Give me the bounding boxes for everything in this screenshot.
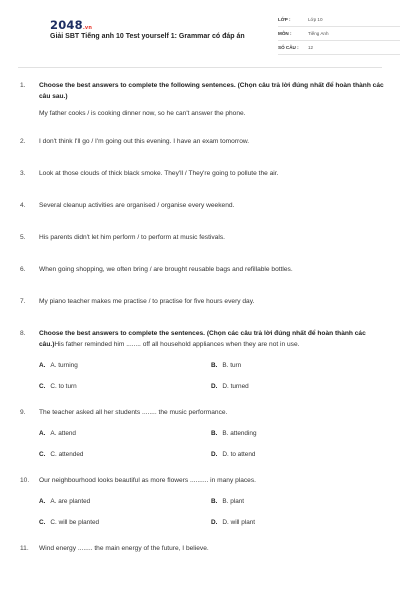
meta-box: [278, 13, 400, 55]
question-sentence: Look at those clouds of thick black smoke. They'll / They're going to pollute the air.: [39, 170, 279, 177]
question-number: 3.: [20, 170, 26, 177]
option-grid: [39, 428, 384, 460]
logo-text: 2048: [50, 18, 83, 32]
question-item: [18, 136, 384, 147]
question-text: [39, 328, 384, 350]
meta-key: LỚP :: [278, 17, 291, 22]
question-number: 10.: [20, 477, 30, 484]
question-item: [18, 543, 384, 554]
question-sentence: My father cooks / is cooking dinner now, so he can't answer the phone.: [39, 110, 246, 117]
question-number: 1.: [20, 82, 26, 89]
meta-key: MÔN :: [278, 31, 292, 36]
question-number: 6.: [20, 266, 26, 273]
option-a[interactable]: A. A. are planted: [39, 498, 91, 505]
option-a[interactable]: A. A. attend: [39, 430, 76, 437]
option-a[interactable]: A. A. turning: [39, 362, 78, 369]
question-item: [18, 475, 384, 528]
question-sentence: His father reminded him ........ off all household appliances when they are not in use.: [54, 341, 300, 348]
question-sentence: Our neighbourhood looks beautiful as more flowers .......... in many places.: [39, 477, 256, 484]
question-number: 4.: [20, 202, 26, 209]
question-sentence: Wind energy ........ the main energy of the future, I believe.: [39, 545, 209, 552]
header-divider: [18, 67, 382, 68]
question-instruction: Choose the best answers to complete the following sentences. (Chọn câu trả lời đúng nhất để hoàn thành các câu sau.): [39, 82, 384, 100]
question-sentence: I don't think I'll go / I'm going out this evening. I have an exam tomorrow.: [39, 138, 250, 145]
option-c[interactable]: C. C. to turn: [39, 383, 77, 390]
site-logo[interactable]: [50, 18, 92, 32]
option-b[interactable]: B. B. attending: [211, 430, 257, 437]
question-number: 9.: [20, 409, 26, 416]
question-item: [18, 296, 384, 307]
document-header: [24, 0, 378, 62]
question-item: [18, 328, 384, 392]
question-sentence: The teacher asked all her students ........ the music performance.: [39, 409, 228, 416]
question-item: [18, 168, 384, 179]
option-grid: [39, 360, 384, 392]
option-b[interactable]: B. B. plant: [211, 498, 245, 505]
meta-row-subject: [278, 27, 400, 41]
option-c[interactable]: C. C. attended: [39, 451, 84, 458]
question-sentence: When going shopping, we often bring / are brought reusable bags and refillable bottles.: [39, 266, 293, 273]
question-item: [18, 407, 384, 460]
question-number: 8.: [20, 330, 26, 337]
question-item: [18, 80, 384, 119]
option-b[interactable]: B. B. turn: [211, 362, 242, 369]
document-title: Giải SBT Tiếng anh 10 Test yourself 1: Grammar có đáp án: [50, 33, 245, 40]
question-number: 7.: [20, 298, 26, 305]
option-d[interactable]: D. D. to attend: [211, 451, 256, 458]
question-item: [18, 232, 384, 243]
question-item: [18, 264, 384, 275]
question-number: 2.: [20, 138, 26, 145]
meta-row-class: [278, 13, 400, 27]
option-d[interactable]: D. D. will plant: [211, 519, 256, 526]
meta-value: Lớp 10: [308, 17, 323, 22]
meta-row-count: [278, 41, 400, 55]
option-c[interactable]: C. C. will be planted: [39, 519, 100, 526]
question-list: [18, 80, 384, 554]
meta-key: SỐ CÂU :: [278, 45, 299, 50]
question-number: 5.: [20, 234, 26, 241]
question-sentence: Several cleanup activities are organised / organise every weekend.: [39, 202, 235, 209]
question-instruction: Choose the best answers to complete the sentences. (Chọn các câu trả lời đúng nhất để hoàn thành các câu.): [39, 330, 366, 348]
question-number: 11.: [20, 545, 29, 552]
meta-value: 12: [308, 45, 314, 50]
question-sentence: My piano teacher makes me practise / to practise for five hours every day.: [39, 298, 255, 305]
question-item: [18, 200, 384, 211]
logo-suffix: .vn: [82, 25, 93, 31]
option-d[interactable]: D. D. turned: [211, 383, 249, 390]
option-grid: [39, 496, 384, 528]
meta-value: Tiếng Anh: [308, 31, 329, 36]
question-sentence: His parents didn't let him perform / to perform at music festivals.: [39, 234, 225, 241]
